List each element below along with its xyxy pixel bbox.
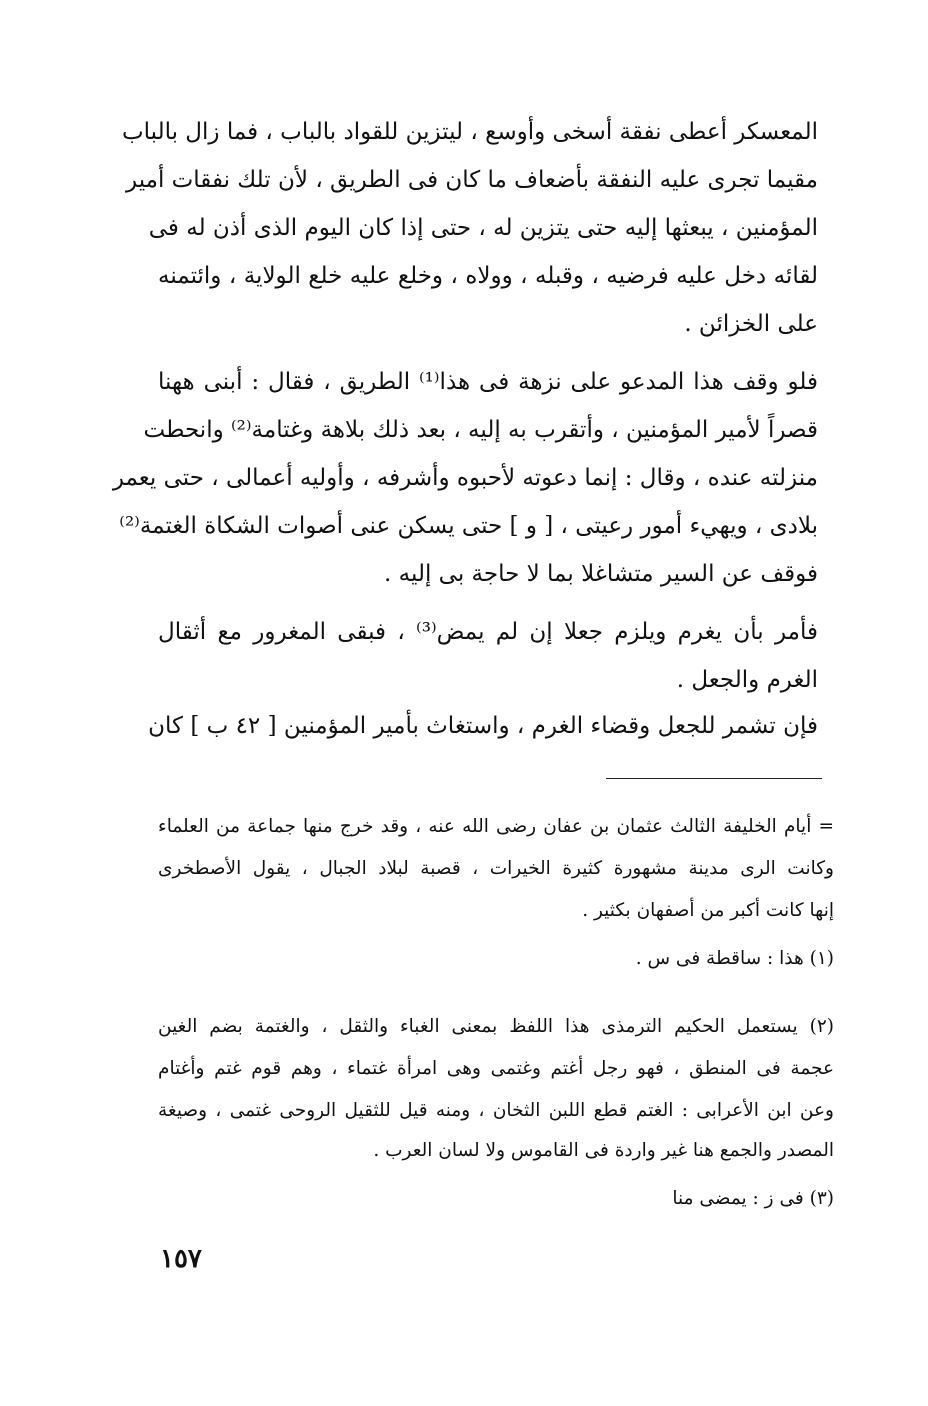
footnote-3: (٣) فى ز : يمضى منا bbox=[672, 1188, 834, 1209]
footnote-2-line: (٢) يستعمل الحكيم الترمذى هذا اللفظ بمعنى الغباء والثقل ، والغتمة بضم الغين bbox=[158, 1016, 834, 1037]
footnote-line: وكانت الرى مدينة مشهورة كثيرة الخيرات ، قصبة لبلاد الجبال ، يقول الأصطخرى bbox=[158, 858, 834, 879]
body-line: فإن تشمر للجعل وقضاء الغرم ، واستغاث بأمير المؤمنين [ ٤٢ ب ] كان bbox=[148, 713, 818, 739]
body-line: فوقف عن السير متشاغلا بما لا حاجة بى إليه . bbox=[384, 561, 818, 587]
body-line: فلو وقف هذا المدعو على نزهة فى هذا⁽¹⁾ الطريق ، فقال : أبنى ههنا bbox=[158, 369, 819, 395]
footnote-divider bbox=[606, 778, 822, 779]
body-line: لقائه دخل عليه فرضيه ، وقبله ، وولاه ، وخلع عليه خلع الولاية ، وائتمنه bbox=[158, 263, 818, 289]
body-line: قصراً لأمير المؤمنين ، وأتقرب به إليه ، بعد ذلك بلاهة وغتامة⁽²⁾ وانحطت bbox=[143, 417, 818, 443]
body-line: الغرم والجعل . bbox=[676, 667, 818, 693]
footnote-1: (١) هذا : ساقطة فى س . bbox=[635, 948, 834, 969]
body-line: فأمر بأن يغرم ويلزم جعلا إن لم يمض⁽³⁾ ، فبقى المغرور مع أثقال bbox=[158, 619, 818, 645]
body-line: بلادى ، ويهيء أمور رعيتى ، [ و ] حتى يسكن عنى أصوات الشكاة الغتمة⁽²⁾ bbox=[119, 513, 818, 539]
body-line: المؤمنين ، يبعثها إليه حتى يتزين له ، حتى إذا كان اليوم الذى أذن له فى bbox=[148, 215, 818, 241]
footnote-line: = أيام الخليفة الثالث عثمان بن عفان رضى الله عنه ، وقد خرج منها جماعة من العلماء bbox=[158, 816, 834, 837]
footnote-2-line: وعن ابن الأعرابى : الغتم قطع اللبن الثخان ، ومنه قيل للثقيل الروحى غتمى ، وصيغة bbox=[158, 1100, 834, 1121]
footnote-line: إنها كانت أكبر من أصفهان بكثير . bbox=[582, 900, 834, 921]
body-line: مقيما تجرى عليه النفقة بأضعاف ما كان فى الطريق ، لأن تلك نفقات أمير bbox=[126, 167, 818, 193]
footnote-2-line: عجمة فى المنطق ، فهو رجل أغتم وغتمى وهى امرأة غتماء ، وهم قوم غتم وأغتام bbox=[158, 1058, 834, 1079]
page-number: ١٥٧ bbox=[160, 1244, 202, 1274]
body-line: منزلته عنده ، وقال : إنما دعوته لأحبوه وأشرفه ، وأوليه أعمالى ، حتى يعمر bbox=[112, 465, 818, 491]
body-line: المعسكر أعطى نفقة أسخى وأوسع ، ليتزين للقواد بالباب ، فما زال بالباب bbox=[121, 119, 818, 145]
body-line: على الخزائن . bbox=[684, 311, 818, 337]
footnote-2-line: المصدر والجمع هنا غير واردة فى القاموس ولا لسان العرب . bbox=[373, 1140, 834, 1161]
